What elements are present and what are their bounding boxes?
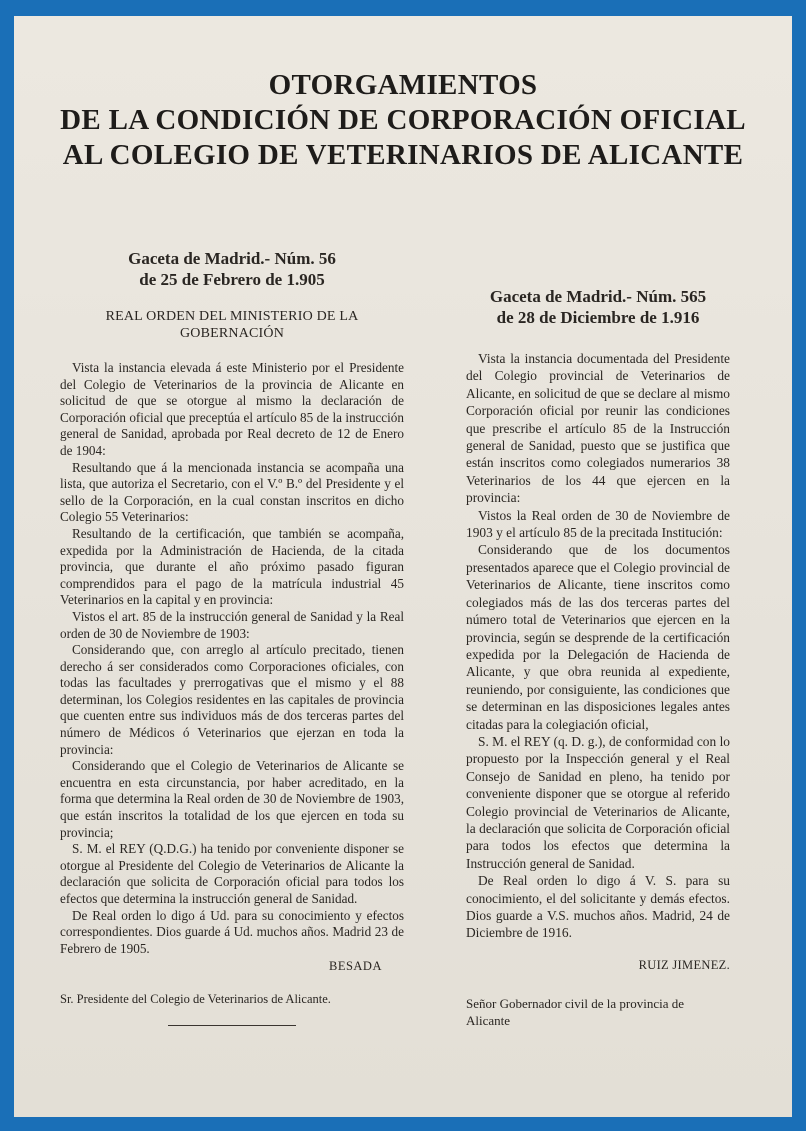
left-paragraph: S. M. el REY (Q.D.G.) ha tenido por conveniente disponer se otorgue al Presidente del Colegio de Veterinarios de Alicante la declaración que solicita de Corporación oficial para todos los efectos que determina la instrucción general de Sanidad. bbox=[60, 841, 404, 906]
divider-line bbox=[168, 1025, 296, 1026]
left-paragraph: De Real orden lo digo á Ud. para su conocimiento y efectos correspondientes. Dios guarde á Ud. muchos años. Madrid 23 de Febrero de 1905. bbox=[60, 907, 404, 956]
left-subheading bbox=[60, 308, 404, 342]
page-title bbox=[14, 68, 792, 173]
left-paragraph: Resultando que á la mencionada instancia se acompaña una lista, que autoriza el Secretario, con el V.º B.º del Presidente y el sello de la Corporación, en la cual constan inscritos en dicho Colegio 55 Veterinarios: bbox=[60, 459, 404, 525]
right-gaceta-line-1: Gaceta de Madrid.- Núm. 565 bbox=[489, 287, 707, 306]
right-body bbox=[466, 350, 730, 942]
left-gaceta-heading bbox=[60, 248, 404, 290]
left-paragraph: Resultando de la certificación, que también se acompaña, expedida por la Administración de Hacienda, de la citada provincia, que durante el año próximo pasado figuran comprendidos para el pago de la matrícula industrial 45 Veterinarios en la capital y en provincia: bbox=[60, 525, 404, 608]
right-gaceta-heading bbox=[466, 286, 730, 328]
left-column bbox=[60, 248, 404, 1026]
right-paragraph: Vistos la Real orden de 30 de Noviembre de 1903 y el artículo 85 de la precitada Institución: bbox=[466, 507, 730, 541]
left-signature: BESADA bbox=[328, 959, 382, 974]
right-paragraph: De Real orden lo digo á V. S. para su conocimiento, el del solicitante y demás efectos. Dios guarde a V.S. muchos años. Madrid, 24 de Diciembre de 1916. bbox=[466, 873, 730, 941]
title-line-1: OTORGAMIENTOS bbox=[268, 69, 538, 101]
left-subhead-line-2: GOBERNACIÓN bbox=[179, 326, 285, 341]
left-addressee: Sr. Presidente del Colegio de Veterinarios de Alicante. bbox=[60, 992, 331, 1007]
document-page bbox=[14, 16, 792, 1117]
left-paragraph: Considerando que, con arreglo al artículo precitado, tienen derecho á ser considerados como Corporaciones oficiales, con todas las facultades y prerrogativas que el mismo y el 88 determinan, los Colegios residentes en las capitales de provincia que cuenten entre sus individuos más de dos terceras partes del número de Médicos ó Veterinarios que ejerzan en toda la provincia: bbox=[60, 642, 404, 757]
left-paragraph: Considerando que el Colegio de Veterinarios de Alicante se encuentra en esta circunstancia, por haber acreditado, en la forma que determina la Real orden de 30 de Noviembre de 1903, que están inscritos la totalidad de los que ejercen en toda su provincia; bbox=[60, 758, 404, 840]
right-addressee: Señor Gobernador civil de la provincia de Alicante bbox=[466, 995, 685, 1028]
right-signature: RUIZ JIMENEZ. bbox=[638, 957, 730, 972]
title-line-3: AL COLEGIO DE VETERINARIOS DE ALICANTE bbox=[62, 139, 744, 171]
left-paragraph: Vista la instancia elevada á este Ministerio por el Presidente del Colegio de Veterinarios de la provincia de Alicante en solicitud de que se otorgue al mismo la declaración de Corporación oficial que preceptúa el artículo 85 de la instrucción general de Sanidad, aprobada por Real decreto de 12 de Enero de 1904: bbox=[60, 360, 404, 458]
left-body bbox=[60, 360, 404, 957]
right-column bbox=[466, 286, 730, 1029]
right-paragraph: Considerando que de los documentos presentados aparece que el Colegio provincial de Veterinarios de Alicante, tiene inscritos como colegiados más de las dos terceras partes del número total de Veterinarios que ejercen en la provincia, según se desprende de la certificación expedida por la Delegación de Hacienda de Alicante, y que obra reunida al expediente, reuniendo, por consiguiente, las condiciones que se determinan en las disposiciones legales antes citadas para la colegiación oficial, bbox=[466, 542, 730, 732]
right-paragraph: Vista la instancia documentada del Presidente del Colegio provincial de Veterinarios de Alicante, en solicitud de que se declare al mismo Corporación oficial por reunir las condiciones que prescribe el artículo 85 de la Instrucción general de Sanidad, puesto que se justifica que están inscritos como colegiados numerarios 38 Veterinarios de los 44 que ejercen en la provincia: bbox=[466, 351, 730, 506]
left-paragraph: Vistos el art. 85 de la instrucción general de Sanidad y la Real orden de 30 de Noviembre de 1903: bbox=[60, 608, 404, 641]
right-paragraph: S. M. el REY (q. D. g.), de conformidad con lo propuesto por la Inspección general y el Real Consejo de Sanidad en pleno, ha tenido por conveniente disponer que se otorgue al referido Colegio provincial de Veterinarios de Alicante, la declaración que solicita de Corporación oficial para todos los efectos que determina la Instrucción general de Sanidad. bbox=[466, 733, 730, 871]
left-gaceta-line-2: de 25 de Febrero de 1.905 bbox=[139, 270, 325, 289]
left-subhead-line-1: REAL ORDEN DEL MINISTERIO DE LA bbox=[105, 309, 359, 324]
right-gaceta-line-2: de 28 de Diciembre de 1.916 bbox=[496, 308, 700, 327]
title-line-2: DE LA CONDICIÓN DE CORPORACIÓN OFICIAL bbox=[60, 104, 746, 136]
left-gaceta-line-1: Gaceta de Madrid.- Núm. 56 bbox=[128, 249, 336, 268]
